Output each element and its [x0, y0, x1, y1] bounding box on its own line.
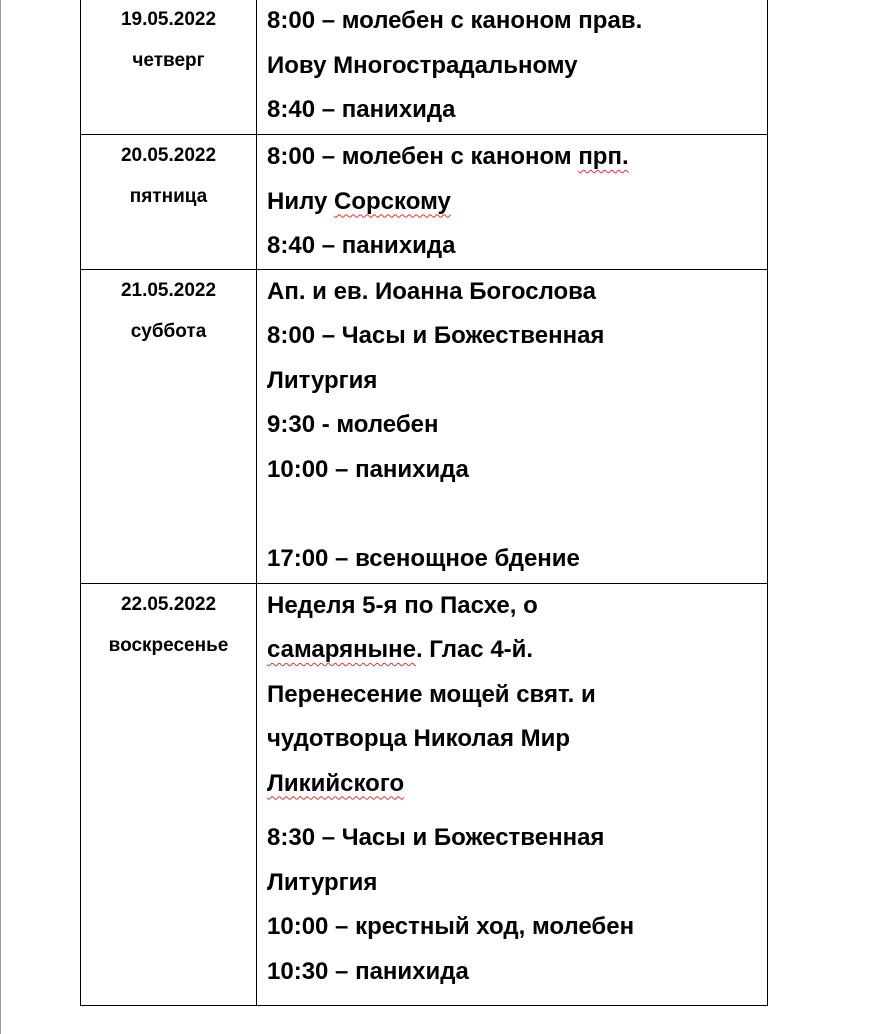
page-edge-line: [0, 0, 1, 1034]
service-line: 10:00 – крестный ход, молебен: [267, 913, 635, 940]
service-line: [267, 762, 767, 807]
weekday-text: четверг: [132, 50, 205, 71]
spellcheck-word: прп.: [578, 143, 629, 170]
service-line: Ап. и ев. Иоанна Богослова: [267, 277, 596, 305]
date-cell: [81, 583, 257, 1005]
services-cell: [257, 269, 768, 583]
service-line: чудотворца Николая Мир: [267, 725, 571, 752]
weekday-text: суббота: [130, 320, 207, 342]
table-row: [81, 135, 768, 270]
service-line: 9:30 - молебен: [267, 411, 439, 438]
weekday-text: пятница: [129, 186, 208, 207]
service-line: 8:00 – Часы и Божественная: [267, 322, 605, 349]
service-line: 8:30 – Часы и Божественная: [267, 824, 605, 851]
service-line: 8:00 – молебен с каноном прав.: [267, 7, 643, 34]
services-cell: [257, 583, 768, 1005]
table-row: [81, 583, 768, 1005]
service-line: 8:40 – панихида: [267, 96, 456, 123]
date-text: 20.05.2022: [120, 145, 217, 166]
services-cell: [257, 135, 768, 270]
date-cell: [81, 135, 257, 270]
service-line: 8:40 – панихида: [267, 232, 456, 259]
spellcheck-word: Сорскому: [334, 187, 451, 215]
service-line-part: 8:00 – молебен с каноном: [267, 143, 579, 170]
service-line: 10:30 – панихида: [267, 957, 469, 985]
date-text: 21.05.2022: [120, 279, 217, 301]
service-line: Иову Многострадальному: [267, 51, 578, 79]
service-line-part: Нилу: [267, 187, 335, 215]
spellcheck-word: Ликийского: [267, 769, 405, 797]
date-text: 22.05.2022: [120, 593, 217, 615]
service-line: Литургия: [267, 366, 378, 394]
service-line: Литургия: [267, 868, 378, 896]
services-cell: [257, 0, 768, 135]
service-line: Неделя 5-я по Пасхе, о: [267, 591, 538, 619]
service-line: Перенесение мощей свят. и: [267, 680, 596, 708]
service-line: [267, 628, 767, 673]
service-line-part: . Глас 4-й.: [415, 636, 534, 663]
date-cell: [81, 0, 257, 135]
table-row: [81, 269, 768, 583]
date-cell: [81, 269, 257, 583]
service-line: [267, 180, 767, 225]
table-row: [81, 0, 768, 135]
blank-line: [267, 492, 767, 537]
paragraph-spacing: [267, 806, 767, 816]
schedule-table: [80, 0, 768, 1006]
service-line: 10:00 – панихида: [267, 455, 469, 483]
service-line: 17:00 – всенощное бдение: [267, 544, 580, 572]
date-text: 19.05.2022: [120, 9, 217, 30]
service-line: [267, 135, 767, 180]
weekday-text: воскресенье: [108, 634, 229, 656]
spellcheck-word: самаряныне: [267, 636, 416, 663]
